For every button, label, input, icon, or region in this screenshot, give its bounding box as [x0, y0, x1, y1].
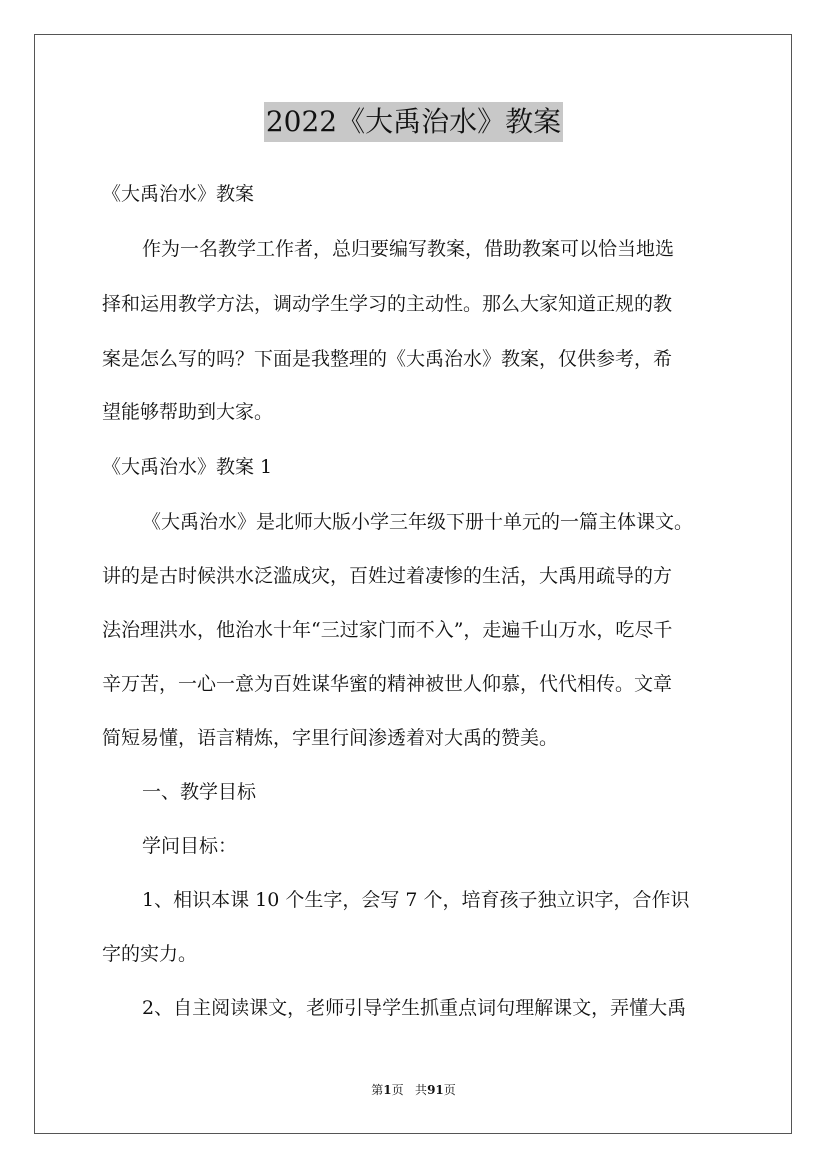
subsection-heading: 一、教学目标 [142, 781, 257, 803]
paragraph-line: 辛万苦，一心一意为百姓谋华蜜的精神被世人仰慕，代代相传。文章 [102, 673, 673, 695]
footer-page-suffix: 页 [391, 1083, 404, 1097]
paragraph-line: 望能够帮助到大家。 [102, 401, 274, 423]
paragraph-line: 作为一名教学工作者，总归要编写教案，借助教案可以恰当地选 [142, 238, 675, 260]
paragraph-line: 讲的是古时候洪水泛滥成灾，百姓过着凄惨的生活，大禹用疏导的方 [102, 565, 673, 587]
footer-page-prefix: 第 [371, 1083, 384, 1097]
footer-page-number: 1 [383, 1083, 392, 1097]
paragraph-line: 案是怎么写的吗？下面是我整理的《大禹治水》教案，仅供参考，希 [102, 348, 673, 370]
footer-total-pages: 91 [427, 1083, 444, 1097]
paragraph-line: 2、自主阅读课文，老师引导学生抓重点词句理解课文，弄懂大禹 [142, 997, 687, 1019]
footer-total-suffix: 页 [443, 1083, 456, 1097]
paragraph-line: 字的实力。 [102, 943, 198, 965]
paragraph-line: 《大禹治水》是北师大版小学三年级下册十单元的一篇主体课文。 [142, 511, 694, 533]
paragraph-line: 简短易懂，语言精炼，字里行间渗透着对大禹的赞美。 [102, 727, 559, 749]
title-container [0, 102, 827, 142]
section-heading: 《大禹治水》教案 [102, 183, 255, 205]
section-heading: 《大禹治水》教案 1 [102, 456, 273, 478]
document-title: 2022《大禹治水》教案 [264, 102, 563, 142]
subsection-heading: 学问目标： [142, 835, 238, 857]
paragraph-line: 1、相识本课 10 个生字，会写 7 个，培育孩子独立识字，合作识 [142, 889, 690, 911]
footer-total-prefix: 共 [415, 1083, 428, 1097]
page-footer [0, 1082, 827, 1098]
paragraph-line: 择和运用教学方法，调动学生学习的主动性。那么大家知道正规的教 [102, 293, 673, 315]
paragraph-line: 法治理洪水，他治水十年“三过家门而不入”，走遍千山万水，吃尽千 [102, 619, 673, 641]
